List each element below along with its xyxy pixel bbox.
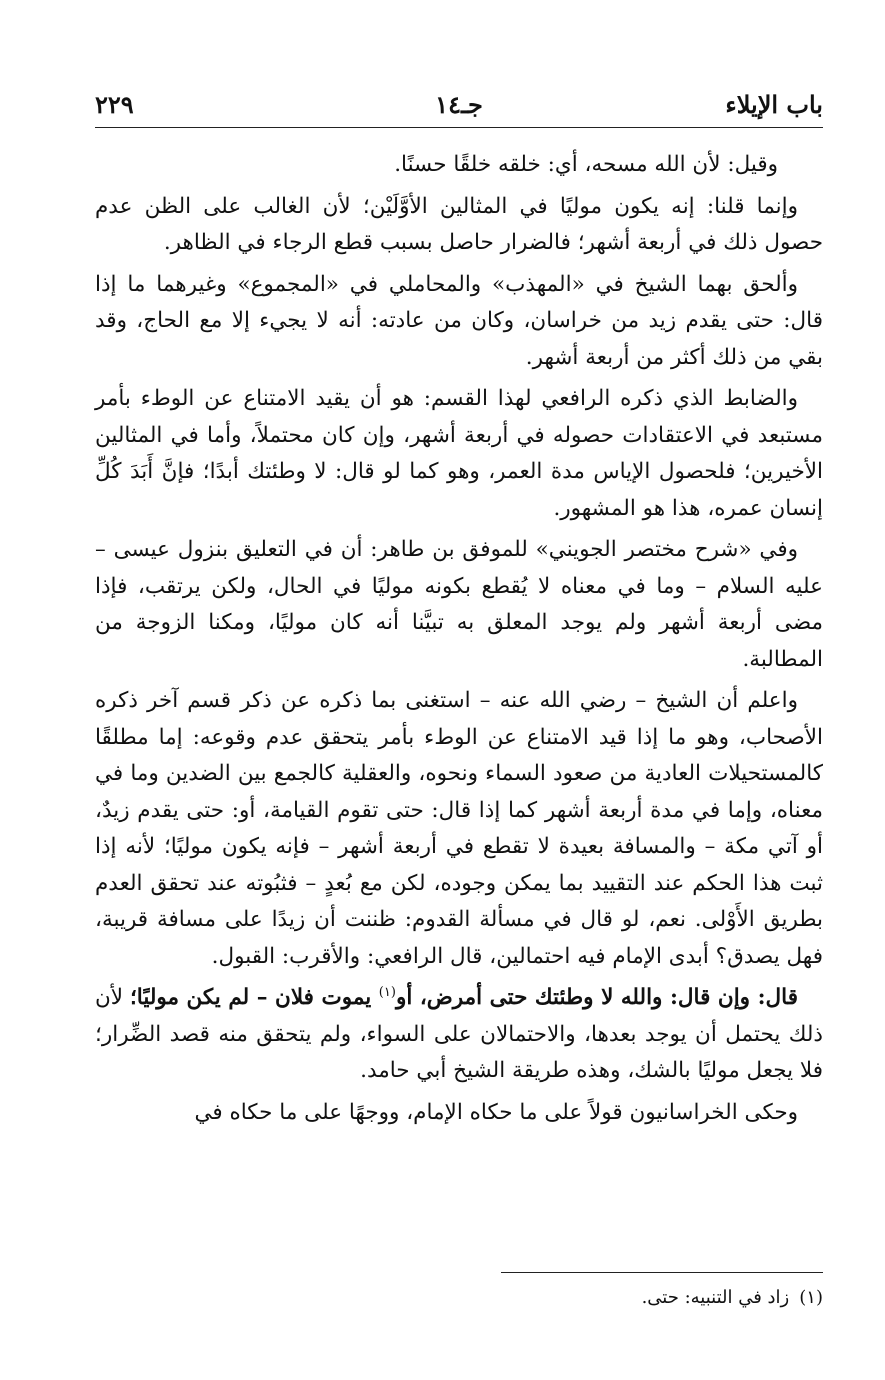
paragraph-3: وألحق بهما الشيخ في «المهذب» والمحاملي في «المجموع» وغيرهما ما إذا قال: حتى يقدم زيد من خراسان، وكان من عادته: أنه لا يجيء إلا مع الحاج، وقد بقي من ذلك أكثر من أربعة أشهر. (95, 271, 823, 370)
volume-number: جـ١٤ (435, 90, 483, 119)
paragraph-5: وفي «شرح مختصر الجويني» للموفق بن طاهر: أن في التعليق بنزول عيسى – عليه السلام – وما في معناه لا يُقطع بكونه موليًا في الحال، ولكن يرتقب، فإذا مضى أربعة أشهر ولم يوجد المعلق به تبيَّنا أنه كان موليًا، ومكنا الزوجة من المطالبة. (95, 537, 823, 672)
paragraph-7 (95, 980, 823, 1090)
footnote-number: (١) (799, 1287, 823, 1308)
paragraph-4: والضابط الذي ذكره الرافعي لهذا القسم: هو أن يقيد الامتناع عن الوطء بأمر مستبعد في الاعتقادات حصوله في أربعة أشهر، وإن كان محتملاً، وأما في المثالين الأخيرين؛ فلحصول الإياس مدة العمر، وهو كما لو قال: لا وطئتك أبدًا؛ فإنَّ أَبَدَ كُلِّ إنسان عمره، هذا هو المشهور. (95, 386, 823, 521)
footnote-rule (501, 1272, 823, 1273)
paragraph-1: وقيل: لأن الله مسحه، أي: خلقه خلقًا حسنًا. (394, 152, 778, 177)
footnote-text: زاد في التنبيه: حتى. (641, 1287, 790, 1308)
matn-quote-tail: يموت فلان – لم يكن موليًا؛ (129, 985, 379, 1010)
footnote-ref: (١) (378, 984, 396, 1000)
paragraph-8: وحكى الخراسانيون قولاً على ما حكاه الإمام، ووجهًا على ما حكاه في (194, 1099, 798, 1125)
chapter-title: باب الإيلاء (725, 90, 823, 119)
running-header (95, 88, 823, 128)
paragraph-6: واعلم أن الشيخ – رضي الله عنه – استغنى بما ذكره عن ذكر قسم آخر ذكره الأصحاب، وهو ما إذا قيد الامتناع عن الوطء بأمر يتحقق عدم وقوعه: إما مطلقًا كالمستحيلات العادية من صعود السماء ونحوه، والعقلية كالجمع بين الضدين وما في معناه، وإما في مدة أربعة أشهر كما إذا قال: حتى تقوم القيامة، أو: حتى يقدم زيدٌ، أو آتي مكة – والمسافة بعيدة لا تقطع في أربعة أشهر – فإنه يكون موليًا؛ لأنه إذا ثبت هذا الحكم عند التقييد بما يمكن وجوده، لكن مع بُعدٍ – فثبُوته عند تحقق العدم بطريق الأَوْلى. نعم، لو قال في مسألة القدوم: ظننت أن زيدًا على مسافة قريبة، فهل يصدق؟ أبدى الإمام فيه احتمالين، قال الرافعي: والأقرب: القبول. (95, 688, 823, 969)
matn-quote-lead: قال: وإن قال: والله لا وطئتك حتى أمرض، أو (395, 985, 798, 1010)
footnote-1 (95, 1283, 823, 1313)
main-text (95, 147, 823, 1136)
page-number: ٢٢٩ (95, 90, 134, 119)
header-rule (95, 127, 823, 128)
paragraph-2: وإنما قلنا: إنه يكون موليًا في المثالين الأوَّلَيْن؛ لأن الغالب على الظن عدم حصول ذلك في أربعة أشهر؛ فالضرار حاصل بسبب قطع الرجاء في الظاهر. (95, 193, 823, 255)
commentary-text: لأن ذلك يحتمل أن يوجد بعدها، والاحتمالان على السواء، ولم يتحقق منه قصد الضِّرار؛ فلا يجعل موليًا بالشك، وهذه طريقة الشيخ أبي حامد. (95, 985, 823, 1083)
